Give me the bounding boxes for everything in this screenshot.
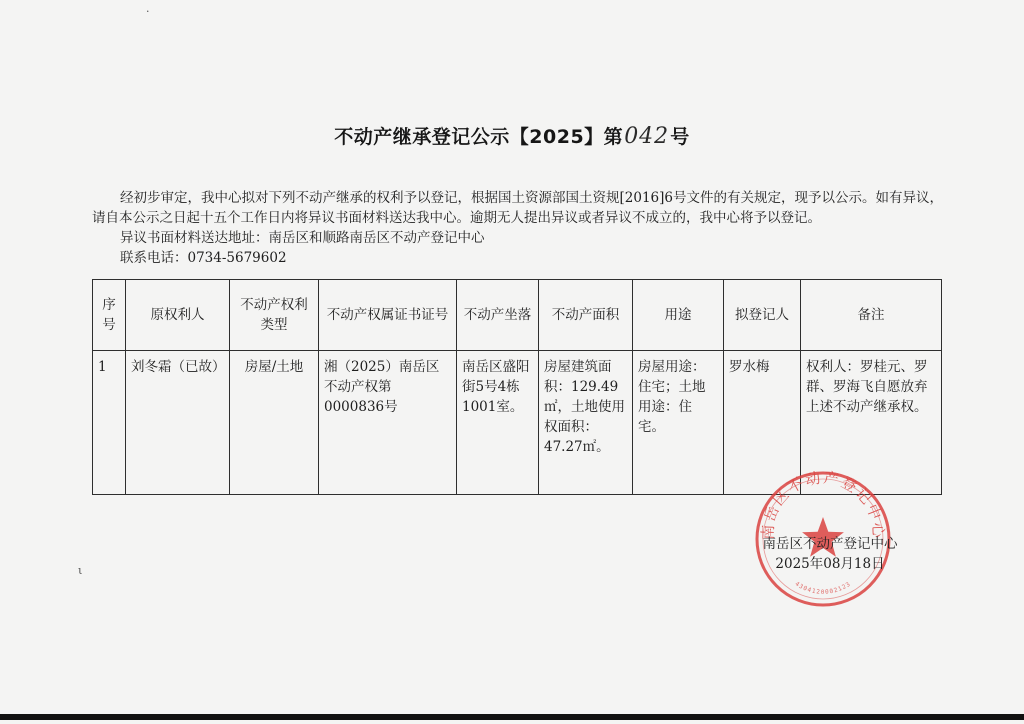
header-right-type: 不动产权利类型	[230, 280, 319, 351]
header-seq: 序号	[93, 280, 126, 351]
title-handwritten-number: 042	[624, 124, 670, 149]
objection-address: 异议书面材料送达地址：南岳区和顺路南岳区不动产登记中心	[120, 230, 485, 246]
header-registrant: 拟登记人	[724, 280, 801, 351]
header-location: 不动产坐落	[457, 280, 539, 351]
signature-block	[700, 534, 960, 574]
registration-table	[92, 279, 942, 495]
notice-paragraph: 经初步审定，我中心拟对下列不动产继承的权利予以登记，根据国土资源部国土资规[2016]6号文件的有关规定，现予以公示。如有异议，请自本公示之日起十五个工作日内将异议书面材料送达我中心。逾期无人提出异议或者异议不成立的，我中心将予以登记。	[92, 190, 943, 226]
title-prefix: 不动产继承登记公示【2025】第	[334, 126, 624, 148]
signature-date: 2025年08月18日	[775, 556, 885, 572]
table-header-row	[93, 280, 942, 351]
contact-phone: 联系电话：0734-5679602	[120, 250, 287, 266]
header-certificate-no: 不动产权属证书证号	[319, 280, 457, 351]
cell-location: 南岳区盛阳街5号4栋1001室。	[457, 351, 539, 495]
scan-speck: ·	[146, 5, 150, 18]
header-original-owner: 原权利人	[126, 280, 230, 351]
document-title	[0, 122, 1024, 149]
cell-certificate-no: 湘（2025）南岳区不动产权第0000836号	[319, 351, 457, 495]
signature-org: 南岳区不动产登记中心	[762, 536, 898, 552]
seal-code-text: 4304120002123	[793, 580, 853, 596]
notice-body	[92, 188, 952, 268]
cell-right-type: 房屋/土地	[230, 351, 319, 495]
title-suffix: 号	[670, 126, 690, 148]
seal-arc-text: 南岳区不动产登记中心	[758, 469, 888, 540]
cell-original-owner: 刘冬霜（已故）	[126, 351, 230, 495]
cell-remarks: 权利人：罗桂元、罗群、罗海飞自愿放弃上述不动产继承权。	[801, 351, 942, 495]
cell-usage: 房屋用途：住宅；土地用途：住宅。	[633, 351, 724, 495]
header-usage: 用途	[633, 280, 724, 351]
header-remarks: 备注	[801, 280, 942, 351]
cell-area: 房屋建筑面积：129.49㎡，土地使用权面积：47.27㎡。	[539, 351, 633, 495]
scan-mark: ι	[78, 564, 83, 577]
cell-seq: 1	[93, 351, 126, 495]
header-area: 不动产面积	[539, 280, 633, 351]
cell-registrant: 罗水梅	[724, 351, 801, 495]
scan-edge-line	[0, 714, 1024, 720]
